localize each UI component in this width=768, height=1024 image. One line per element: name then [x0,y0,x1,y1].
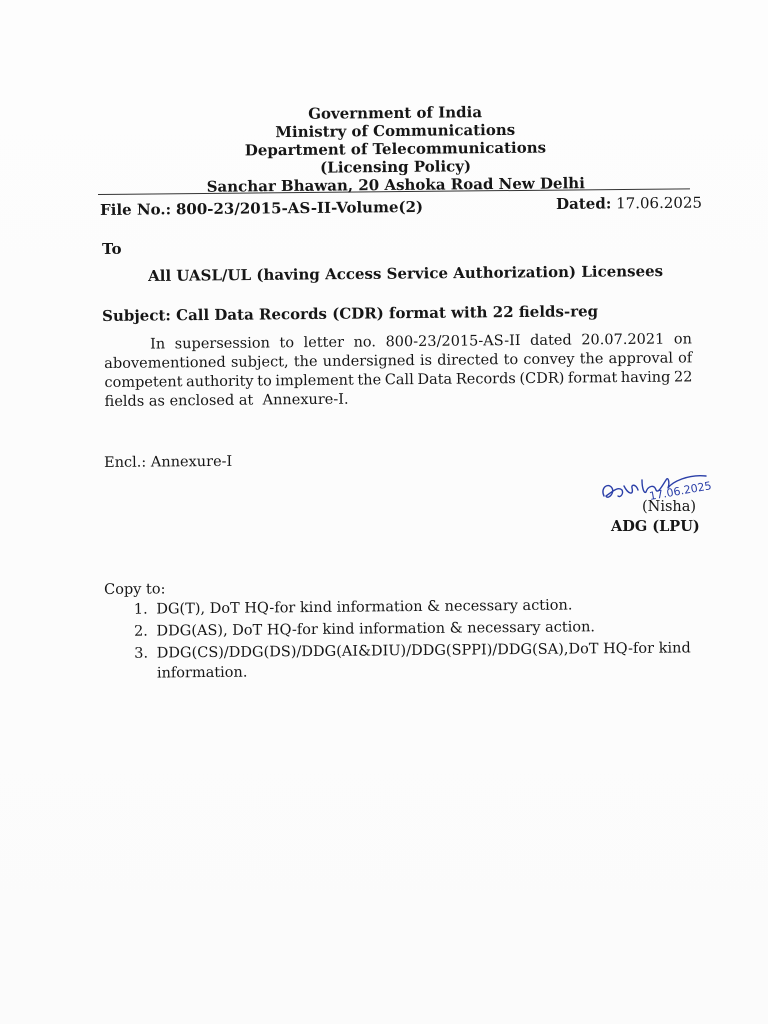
word: fields as enclosed at Annexure-I. [104,391,349,410]
word: of [678,350,693,367]
body-paragraph [104,330,693,412]
word: to [279,335,295,352]
subject-line: Subject: Call Data Records (CDR) format with 22 fields-reg [102,302,599,325]
letterhead-government: Government of India [308,103,483,123]
word: to [257,373,272,390]
list-item: 2. DDG(AS), DoT HQ-for kind information & necessary action. [152,616,704,641]
word: is [419,352,433,369]
word: the [293,353,318,371]
word: 800-23/2015-AS-II [385,333,521,351]
word: competent [104,374,183,391]
file-number-value: 800-23/2015-AS-II-Volume(2) [175,197,424,219]
word: Records [455,371,516,388]
word: supersession [174,335,270,353]
list-item: 1. DG(T), DoT HQ-for kind information & necessary action. [152,594,704,619]
letterhead-wing: (Licensing Policy) [320,157,472,177]
word: Data [417,371,453,388]
word: (CDR) [519,370,565,388]
word: 20.07.2021 [581,331,665,349]
word: convey [523,351,575,368]
word: on [673,331,693,348]
signature-date: 17.06.2025 [648,479,713,503]
word: Call [384,372,414,389]
letterhead [0,100,768,198]
word: no. [353,334,377,351]
word: In [150,336,166,353]
word: directed [437,352,499,369]
enclosure: Encl.: Annexure-I [104,453,233,471]
dated-value: 17.06.2025 [616,193,703,213]
dated-label: Dated: [556,194,612,213]
letterhead-address: Sanchar Bhawan, 20 Ashoka Road New Delhi [206,174,585,196]
signatory-designation: ADG (LPU) [611,518,700,535]
dated [556,194,702,213]
word: the [357,372,382,389]
word: implement [275,372,354,390]
letterhead-ministry: Ministry of Communications [275,120,516,142]
signature-stroke [603,486,623,498]
word: the [579,351,604,368]
word: having [620,369,671,387]
list-item: 3. DDG(CS)/DDG(DS)/DDG(AI&DIU)/DDG(SPPI)/DDG(SA),DoT HQ-for kind information. [153,638,705,683]
word: dated [530,332,572,349]
word: subject, [230,354,289,371]
file-number-label: File No.: [100,200,172,219]
word: undersigned [322,353,415,370]
word: to [503,352,519,369]
word: approval [608,350,674,368]
copy-to-list [104,594,705,684]
letterhead-department: Department of Telecommunications [244,138,547,160]
file-number [100,198,423,219]
copy-to-label: Copy to: [104,581,166,598]
word: abovementioned [104,354,226,372]
recipient: All UASL/UL (having Access Service Authorization) Licensees [148,262,664,285]
word: authority [186,373,254,391]
copy-to-section [104,574,705,686]
word: format [567,370,618,387]
word: 22 [673,369,693,386]
signature-stroke [624,485,638,493]
to-label: To [102,239,122,258]
word: letter [303,334,345,352]
signatory-name: (Nisha) [642,499,697,515]
